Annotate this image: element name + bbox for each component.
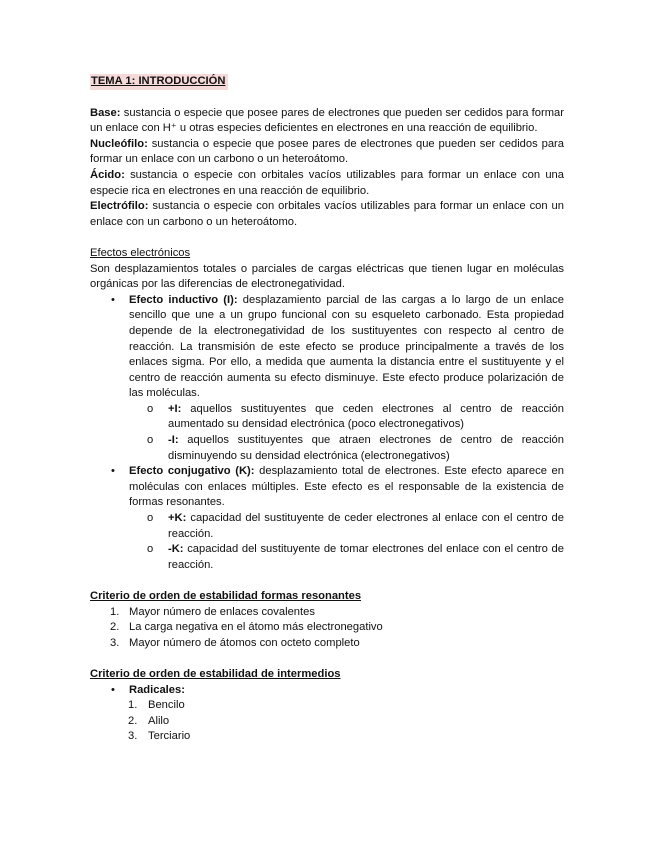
list-item [90,636,564,652]
term: Ácido: [90,168,125,181]
term: Electrófilo: [90,200,149,213]
section-intro: Son desplazamientos totales o parciales de cargas eléctricas que tienen lugar en moléculas orgánicas por las diferencias de electronegatividad. [90,262,564,291]
sub-list-item [90,511,564,542]
list-item [90,714,564,730]
list-item [90,464,564,511]
intermediates-section [90,667,564,745]
item-number: 1. [128,699,138,712]
item-text: capacidad del sustituyente de ceder electrones al enlace con el centro de reacción. [168,512,564,540]
circle-bullet: o [147,543,154,556]
sub-list-item [90,433,564,464]
item-text: desplazamiento total de electrones. Este efecto aparece en moléculas con enlaces múltiples. Este efecto es el responsable de la existencia de formas resonantes. [129,465,564,509]
definition-electrofilo [90,199,564,230]
circle-bullet: o [147,402,154,415]
term: -I: [168,434,179,447]
item-text: Bencilo [148,699,185,712]
bullet: • [111,465,115,478]
item-text: La carga negativa en el átomo más electronegativo [129,621,383,634]
resonance-section [90,589,564,651]
list-item [90,729,564,745]
term: Efecto inductivo (I): [129,293,238,306]
list-item [90,698,564,714]
bullet: • [111,293,115,306]
item-number: 3. [128,730,138,743]
term: Efecto conjugativo (K): [129,465,255,478]
bullet: • [111,683,115,696]
item-number: 2. [128,714,138,727]
item-text: Terciario [148,730,191,743]
term: Base: [90,106,121,119]
effects-section [90,246,564,573]
section-heading: Criterio de orden de estabilidad de intermedios [90,667,341,680]
document-page [90,74,564,745]
item-text: Mayor número de enlaces covalentes [129,605,315,618]
item-number: 3. [110,636,120,649]
term: +I: [168,402,182,415]
sub-list-item [90,542,564,573]
item-number: 1. [110,605,120,618]
definition-acido [90,168,564,199]
item-number: 2. [110,621,120,634]
term: -K: [168,543,184,556]
list-item [90,683,564,699]
definitions-section [90,106,564,231]
term: Radicales: [129,683,185,696]
list-item [90,620,564,636]
definition-text: sustancia o especie que posee pares de electrones que pueden ser cedidos para formar un enlace con un carbono o un heteroátomo. [90,137,564,166]
list-item [90,293,564,402]
definition-base [90,106,564,137]
definition-text: sustancia o especie con orbitales vacíos utilizables para formar un enlace con una especie rica en electrones en una reacción de equilibrio. [90,168,564,197]
item-text: aquellos sustituyentes que ceden electrones al centro de reacción aumentado su densidad electrónica (poco electronegativos) [168,402,564,431]
page-title: TEMA 1: INTRODUCCIÓN [90,74,228,90]
sub-list-item [90,402,564,433]
term: +K: [168,512,187,525]
section-heading: Criterio de orden de estabilidad formas resonantes [90,590,362,602]
definition-text: sustancia o especie con orbitales vacíos utilizables para formar un enlace con un enlace con un carbono o un heteroátomo. [90,200,564,228]
section-heading: Efectos electrónicos [90,246,191,259]
definition-nucleofilo [90,137,564,168]
circle-bullet: o [147,434,154,447]
item-text: Alilo [148,714,170,727]
definition-text: sustancia o especie que posee pares de electrones que pueden ser cedidos para formar un enlace con H⁺ u otras especies deficientes en electrones en una reacción de equilibrio. [90,106,564,135]
item-text: capacidad del sustituyente de tomar electrones del enlace con el centro de reacción. [168,543,564,571]
list-item [90,605,564,621]
item-text: desplazamiento parcial de las cargas a lo largo de un enlace sencillo que une a un grupo funcional con su esqueleto carbonado. Esta propiedad depende de la electronegatividad de los sustituyentes con respecto al centro de reacción. La transmisión de este efecto se produce principalmente a través de los enlaces sigma. Por ello, a medida que aumenta la distancia entre el sustituyente y el centro de reacción aumenta su efecto disminuye. Este efecto produce polarización de las moléculas. [129,293,564,400]
circle-bullet: o [147,512,154,525]
item-text: aquellos sustituyentes que atraen electrones de centro de reacción disminuyendo su densidad electrónica (electronegativos) [168,434,564,462]
term: Nucleófilo: [90,137,148,150]
item-text: Mayor número de átomos con octeto completo [129,636,360,649]
